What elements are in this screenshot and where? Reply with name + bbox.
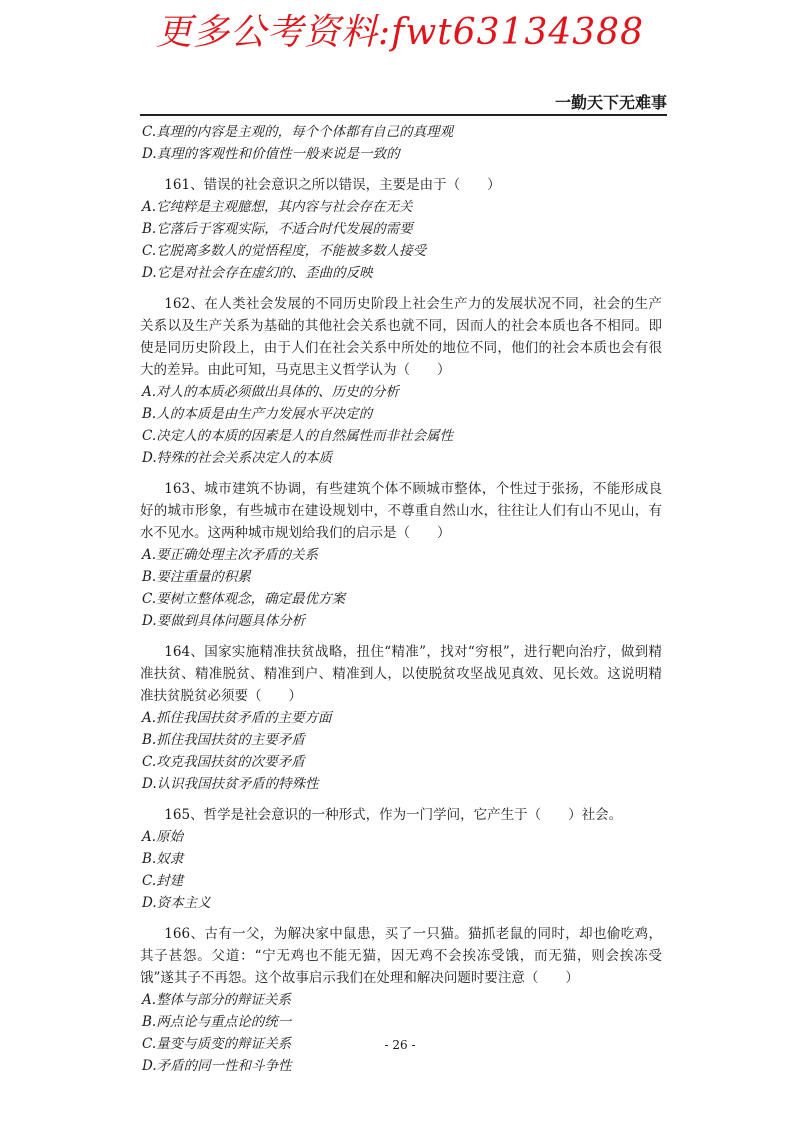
question-stem: 164、国家实施精准扶贫战略，扭住“精准”，找对“穷根”，进行靶向治疗，做到精准扶贫、精准脱贫、精准到户、精准到人，以使脱贫攻坚战见真效、见长效。这说明精准扶贫脱贫必须要（ ）	[140, 644, 662, 704]
question-stem: 166、古有一父，为解决家中鼠患，买了一只猫。猫抓老鼠的同时，却也偷吃鸡，其子甚怨。父道：“宁无鸡也不能无猫，因无鸡不会挨冻受饿，而无猫，则会挨冻受饿”遂其子不再怨。这个故事启示我们在处理和解决问题时要注意（ ）	[140, 926, 662, 986]
option-a: A.对人的本质必须做出具体的、历史的分析	[142, 384, 400, 400]
watermark-text: 更多公考资料:fwt63134388	[156, 12, 644, 53]
option-c: C.决定人的本质的因素是人的自然属性而非社会属性	[142, 428, 454, 444]
option-a: A.要正确处理主次矛盾的关系	[142, 547, 319, 563]
question-163	[140, 478, 662, 632]
option-b: B.两点论与重点论的统一	[142, 1014, 292, 1030]
carryover-options	[140, 121, 662, 165]
option-a: A.整体与部分的辩证关系	[142, 992, 292, 1008]
header-divider	[140, 114, 667, 116]
option-a: A.抓住我国扶贫矛盾的主要方面	[142, 710, 332, 726]
question-166	[140, 923, 662, 1077]
question-stem: 163、城市建筑不协调，有些建筑个体不顾城市整体，个性过于张扬，不能形成良好的城市形象，有些城市在建设规划中，不尊重自然山水，往往让人们有山不见山，有水不见水。这两种城市规划给我们的启示是（ ）	[140, 481, 662, 541]
question-165	[140, 804, 662, 914]
option-d: D.它是对社会存在虚幻的、歪曲的反映	[142, 265, 373, 281]
option-c: C.要树立整体观念，确定最优方案	[142, 591, 346, 607]
option-b: B.人的本质是由生产力发展水平决定的	[142, 406, 373, 422]
option-c: C.封建	[142, 873, 184, 889]
option-b: B.它落后于客观实际，不适合时代发展的需要	[142, 221, 413, 237]
option-b: B.要注重量的积累	[142, 569, 251, 585]
question-stem: 161、错误的社会意识之所以错误，主要是由于（ ）	[164, 177, 501, 193]
option-c: C.真理的内容是主观的，每个个体都有自己的真理观	[142, 124, 454, 140]
page-content	[140, 121, 662, 1079]
option-b: B.抓住我国扶贫的主要矛盾	[142, 732, 305, 748]
option-b: B.奴隶	[142, 851, 184, 867]
option-a: A.原始	[142, 829, 184, 845]
question-stem: 165、哲学是社会意识的一种形式，作为一门学问，它产生于（ ）社会。	[164, 807, 623, 823]
option-d: D.特殊的社会关系决定人的本质	[142, 450, 333, 466]
page-header-title: 一勤天下无难事	[554, 93, 667, 112]
option-d: D.矛盾的同一性和斗争性	[142, 1058, 292, 1074]
question-164	[140, 641, 662, 795]
question-161	[140, 174, 662, 284]
option-d: D.认识我国扶贫矛盾的特殊性	[142, 776, 319, 792]
option-d: D.真理的客观性和价值性一般来说是一致的	[142, 146, 400, 162]
option-a: A.它纯粹是主观臆想，其内容与社会存在无关	[142, 199, 413, 215]
question-162	[140, 293, 662, 469]
option-c: C.量变与质变的辩证关系	[142, 1036, 292, 1052]
option-d: D.要做到具体问题具体分析	[142, 613, 306, 629]
option-c: C.它脱离多数人的觉悟程度，不能被多数人接受	[142, 243, 427, 259]
option-d: D.资本主义	[142, 895, 211, 911]
question-stem: 162、在人类社会发展的不同历史阶段上社会生产力的发展状况不同，社会的生产关系以及生产关系为基础的其他社会关系也就不同，因而人的社会本质也各不相同。即使是同历史阶段上，由于人们在社会关系中所处的地位不同，他们的社会本质也会有很大的差异。由此可知，马克思主义哲学认为（ ）	[140, 296, 662, 378]
option-c: C.攻克我国扶贫的次要矛盾	[142, 754, 305, 770]
page-number: - 26 -	[384, 1038, 416, 1052]
